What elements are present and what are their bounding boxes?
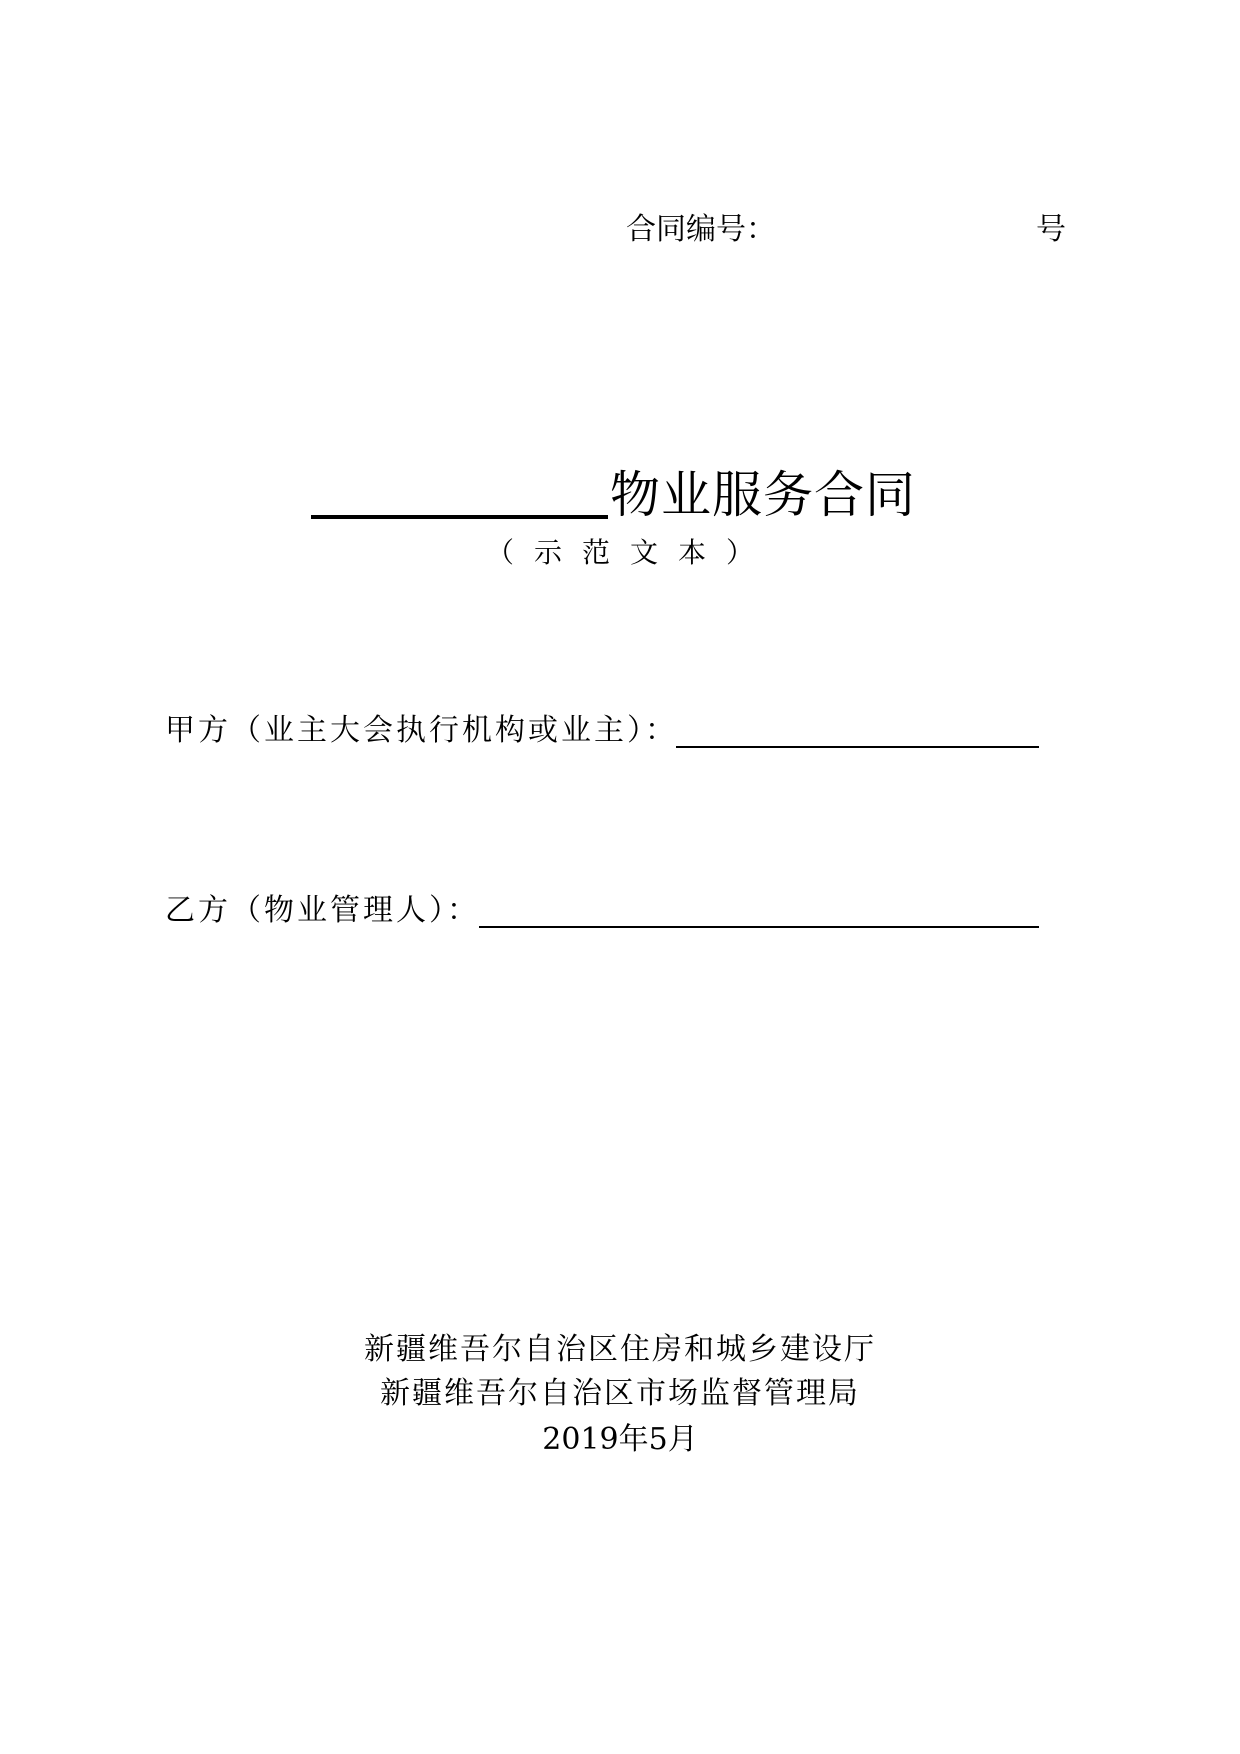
issue-date: 2019年5月 [542,1422,698,1457]
contract-number-label: 合同编号： [626,212,776,247]
party-b-fill-line [479,926,1039,928]
party-a-label: 甲方（业主大会执行机构或业主）： [165,713,678,748]
issuer-block [0,1328,1240,1464]
title-blank-line [311,515,608,519]
document-subtitle: （示范文本） [485,536,774,569]
party-a-fill-line [676,746,1039,748]
contract-number-suffix: 号 [1036,212,1066,247]
issuer-market-regulation-bureau: 新疆维吾尔自治区市场监督管理局 [380,1376,860,1411]
issuer-housing-department: 新疆维吾尔自治区住房和城乡建设厅 [364,1332,876,1367]
party-b-label: 乙方（物业管理人）： [165,893,480,928]
document-title: 物业服务合同 [610,466,916,524]
